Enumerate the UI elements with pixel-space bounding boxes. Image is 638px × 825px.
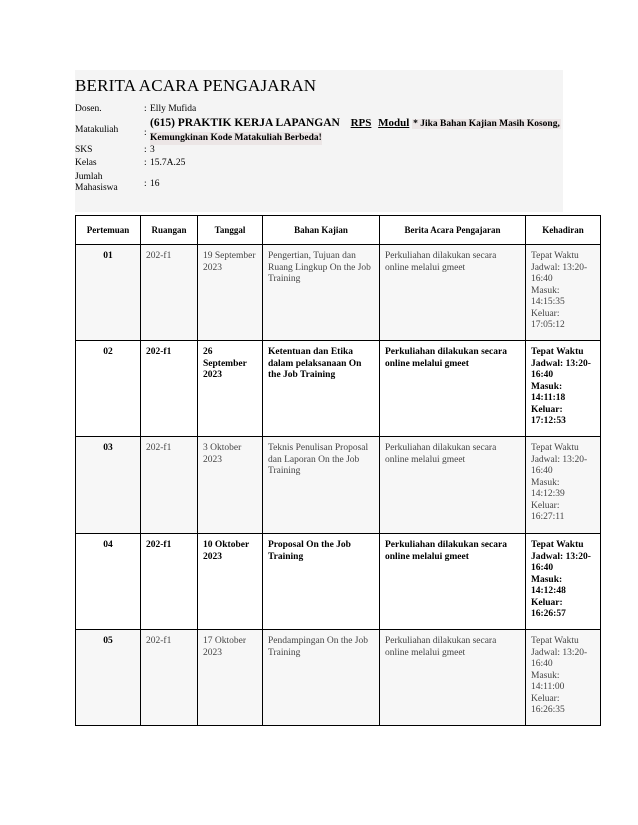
modul-link[interactable]: Modul: [378, 117, 410, 129]
table-row: [76, 630, 601, 726]
cell-pertemuan: 05: [76, 630, 141, 726]
header-berita-acara: Berita Acara Pengajaran: [380, 216, 526, 245]
sks-value: 3: [150, 145, 155, 155]
keluar-text: Keluar: 16:26:35: [531, 693, 565, 715]
cell-tanggal: 3 Oktober 2023: [198, 437, 263, 534]
cell-bahan: Ketentuan dan Etika dalam pelaksanaan On the Job Training: [263, 341, 380, 437]
cell-tanggal: 17 Oktober 2023: [198, 630, 263, 726]
masuk-text: Masuk: 14:11:00: [531, 670, 565, 692]
cell-pertemuan: 04: [76, 534, 141, 630]
course-info: [150, 117, 561, 145]
keluar-text: Keluar: 16:27:11: [531, 500, 565, 522]
cell-berita: Perkuliahan dilakukan secara online melalui gmeet: [380, 437, 526, 534]
cell-pertemuan: 01: [76, 245, 141, 341]
cell-ruangan: 202-f1: [141, 245, 198, 341]
cell-ruangan: 202-f1: [141, 341, 198, 437]
cell-kehadiran: [526, 437, 601, 534]
cell-berita: Perkuliahan dilakukan secara online melalui gmeet: [380, 245, 526, 341]
colon: :: [144, 179, 147, 189]
cell-kehadiran: [526, 534, 601, 630]
cell-ruangan: 202-f1: [141, 630, 198, 726]
course-note: * Jika Bahan Kajian Masih Kosong,: [413, 119, 560, 129]
table-row: [76, 341, 601, 437]
cell-ruangan: 202-f1: [141, 437, 198, 534]
cell-tanggal: 26 September 2023: [198, 341, 263, 437]
jadwal-text: Jadwal: 13:20-16:40: [531, 551, 591, 573]
header-bahan-kajian: Bahan Kajian: [263, 216, 380, 245]
colon: :: [144, 128, 147, 138]
jumlah-label: Jumlah Mahasiswa: [75, 172, 118, 193]
cell-tanggal: 19 September 2023: [198, 245, 263, 341]
table-row: [76, 437, 601, 534]
course-name: (615) PRAKTIK KERJA LAPANGAN: [150, 117, 340, 129]
masuk-text: Masuk: 14:15:35: [531, 285, 565, 307]
cell-pertemuan: 03: [76, 437, 141, 534]
cell-kehadiran: [526, 630, 601, 726]
kelas-label: Kelas: [75, 158, 97, 168]
jadwal-text: Jadwal: 13:20-16:40: [531, 454, 588, 476]
table-row: [76, 245, 601, 341]
jadwal-text: Jadwal: 13:20-16:40: [531, 647, 588, 669]
cell-berita: Perkuliahan dilakukan secara online melalui gmeet: [380, 341, 526, 437]
keluar-text: Keluar: 17:05:12: [531, 308, 565, 330]
status-text: Tepat Waktu: [531, 443, 579, 453]
colon: :: [144, 158, 147, 168]
colon: :: [144, 145, 147, 155]
cell-bahan: Pendampingan On the Job Training: [263, 630, 380, 726]
matakuliah-label: Matakuliah: [75, 125, 119, 135]
status-text: Tepat Waktu: [531, 636, 579, 646]
cell-berita: Perkuliahan dilakukan secara online melalui gmeet: [380, 630, 526, 726]
cell-kehadiran: [526, 245, 601, 341]
keluar-text: Keluar: 17:12:53: [531, 404, 566, 426]
header-tanggal: Tanggal: [198, 216, 263, 245]
status-text: Tepat Waktu: [531, 540, 584, 550]
cell-pertemuan: 02: [76, 341, 141, 437]
jadwal-text: Jadwal: 13:20-16:40: [531, 358, 591, 380]
cell-bahan: Pengertian, Tujuan dan Ruang Lingkup On the Job Training: [263, 245, 380, 341]
table-header-row: [76, 216, 601, 245]
sks-label: SKS: [75, 145, 93, 155]
jadwal-text: Jadwal: 13:20-16:40: [531, 262, 588, 284]
attendance-table: [75, 215, 601, 726]
jumlah-value: 16: [150, 179, 160, 189]
keluar-text: Keluar: 16:26:57: [531, 597, 566, 619]
table-row: [76, 534, 601, 630]
cell-bahan: Proposal On the Job Training: [263, 534, 380, 630]
cell-tanggal: 10 Oktober 2023: [198, 534, 263, 630]
header-ruangan: Ruangan: [141, 216, 198, 245]
kelas-value: 15.7A.25: [150, 158, 186, 168]
dosen-label: Dosen.: [75, 104, 102, 114]
rps-link[interactable]: RPS: [350, 117, 372, 129]
status-text: Tepat Waktu: [531, 347, 584, 357]
status-text: Tepat Waktu: [531, 251, 579, 261]
cell-kehadiran: [526, 341, 601, 437]
header-pertemuan: Pertemuan: [76, 216, 141, 245]
masuk-text: Masuk: 14:12:48: [531, 574, 566, 596]
masuk-text: Masuk: 14:11:18: [531, 381, 566, 403]
header-kehadiran: Kehadiran: [526, 216, 601, 245]
cell-berita: Perkuliahan dilakukan secara online melalui gmeet: [380, 534, 526, 630]
course-note-line2: Kemungkinan Kode Matakuliah Berbeda!: [150, 133, 322, 143]
masuk-text: Masuk: 14:12:39: [531, 477, 565, 499]
cell-ruangan: 202-f1: [141, 534, 198, 630]
page-title: BERITA ACARA PENGAJARAN: [75, 76, 317, 95]
dosen-value: Elly Mufida: [150, 104, 197, 114]
cell-bahan: Teknis Penulisan Proposal dan Laporan On the Job Training: [263, 437, 380, 534]
colon: :: [144, 104, 147, 114]
